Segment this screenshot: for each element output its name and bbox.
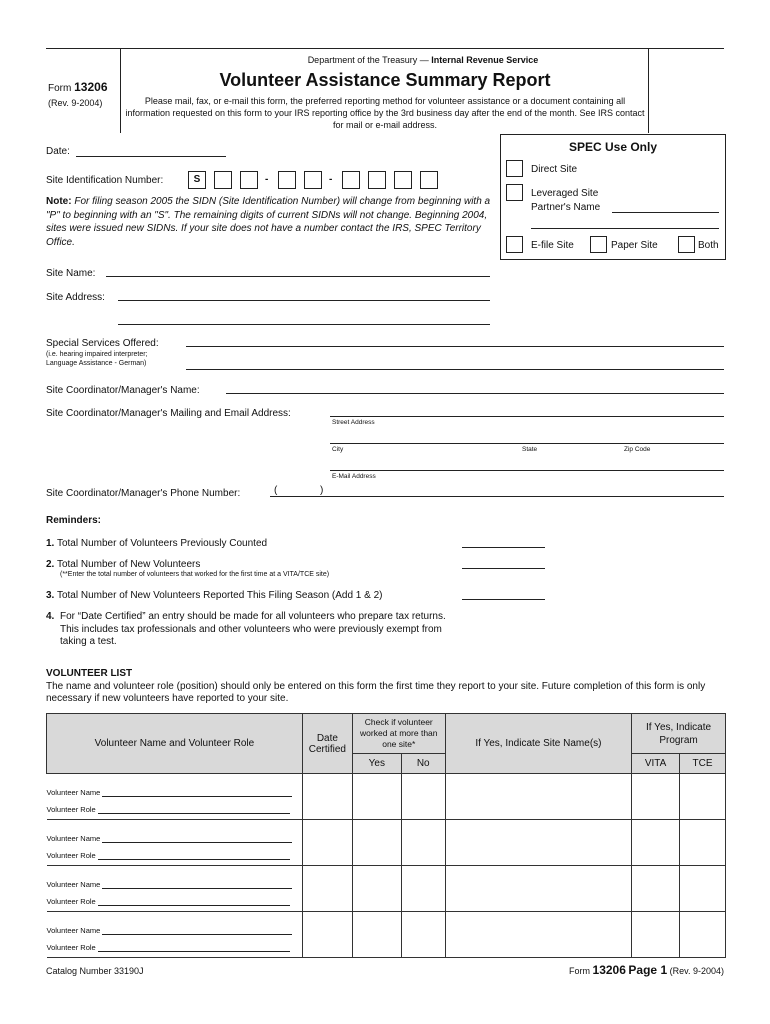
paper-site-label: Paper Site — [611, 240, 658, 251]
sidn-digit-3[interactable] — [278, 171, 296, 189]
site-address-field[interactable] — [118, 300, 490, 301]
col-tce: TCE — [680, 754, 726, 774]
street-address-field[interactable] — [330, 416, 724, 417]
sidn-dash-1: - — [265, 174, 269, 185]
date-certified-cell[interactable] — [302, 820, 352, 866]
city-caption: City — [332, 446, 344, 453]
reminder-3 — [46, 590, 383, 601]
sidn-digit-5[interactable] — [342, 171, 360, 189]
footer-revision: (Rev. 9-2004) — [669, 966, 724, 976]
both-checkbox[interactable] — [678, 236, 695, 253]
form-number: 13206 — [74, 80, 108, 94]
site-address-label: Site Address: — [46, 292, 105, 303]
volunteer-role-line[interactable]: Volunteer Role — [47, 843, 302, 860]
col-vita: VITA — [632, 754, 680, 774]
yes-cell[interactable] — [352, 866, 401, 912]
col-no: No — [401, 754, 445, 774]
form-revision: (Rev. 9-2004) — [48, 98, 103, 108]
partner-name-field[interactable] — [612, 212, 719, 213]
leveraged-site-label: Leveraged Site — [531, 188, 599, 199]
special-services-field-2[interactable] — [186, 369, 724, 370]
reminders-heading: Reminders: — [46, 515, 102, 526]
volunteer-name-role-cell — [47, 912, 303, 958]
special-services-hint-1: (i.e. hearing impaired interpreter; — [46, 351, 148, 358]
date-field[interactable] — [76, 156, 226, 157]
sidn-digit-4[interactable] — [304, 171, 322, 189]
phone-open-paren: ( — [274, 485, 278, 496]
sidn-digit-1[interactable] — [214, 171, 232, 189]
footer-form-id — [460, 963, 724, 977]
yes-cell[interactable] — [352, 820, 401, 866]
department: Department of the Treasury — — [307, 55, 432, 65]
reminder-2-text: Total Number of New Volunteers — [56, 559, 201, 570]
partner-name-field-2[interactable] — [531, 228, 719, 229]
volunteer-table — [46, 713, 726, 958]
sidn-label: Site Identification Number: — [46, 175, 164, 186]
reminder-2-num: 2. — [46, 559, 55, 570]
volunteer-name-role-cell — [47, 866, 303, 912]
volunteer-name-role-cell — [47, 820, 303, 866]
paper-site-checkbox[interactable] — [590, 236, 607, 253]
note-text: For filing season 2005 the SIDN (Site Identification Number) will change from beginning with a "P" to beginning with an "S". The remaining digits of current SIDNs will not change. Beginning 2004, sites were issued new SIDNs. If your site does not have a number contact the IRS, SPEC Territory Office. — [46, 196, 491, 248]
efile-site-label: E-file Site — [531, 240, 574, 251]
footer-page: Page 1 — [628, 963, 668, 977]
site-name-label: Site Name: — [46, 268, 96, 279]
reminder-1-field[interactable] — [462, 547, 545, 548]
reminder-2 — [46, 559, 200, 570]
volunteer-name-line[interactable]: Volunteer Name — [47, 918, 302, 935]
agency: Internal Revenue Service — [431, 55, 539, 65]
sidn-dash-2: - — [329, 174, 333, 185]
sidn-prefix-box: S — [188, 171, 206, 189]
col-indicate-program: If Yes, Indicate Program — [632, 714, 726, 754]
email-caption: E-Mail Address — [332, 473, 376, 480]
special-services-hint-2: Language Assistance - German) — [46, 360, 147, 367]
site-names-cell[interactable] — [445, 820, 631, 866]
both-label: Both — [698, 240, 719, 251]
coordinator-address-label: Site Coordinator/Manager's Mailing and Email Address: — [46, 408, 291, 419]
form-title: Volunteer Assistance Summary Report — [219, 70, 551, 90]
tce-cell[interactable] — [680, 820, 726, 866]
date-certified-cell[interactable] — [302, 774, 352, 820]
date-label: Date: — [46, 146, 70, 157]
col-name-role: Volunteer Name and Volunteer Role — [47, 714, 303, 774]
col-check-multi-site: Check if volunteer worked at more than one site* — [352, 714, 445, 754]
no-cell[interactable] — [401, 774, 445, 820]
volunteer-role-line[interactable]: Volunteer Role — [47, 889, 302, 906]
reminder-1-text: Total Number of Volunteers Previously Counted — [56, 538, 268, 549]
coordinator-name-field[interactable] — [226, 393, 724, 394]
vita-cell[interactable] — [632, 912, 680, 958]
sidn-digit-2[interactable] — [240, 171, 258, 189]
coordinator-phone-label: Site Coordinator/Manager's Phone Number: — [46, 488, 241, 499]
tce-cell[interactable] — [680, 866, 726, 912]
direct-site-checkbox[interactable] — [506, 160, 523, 177]
volunteer-name-line[interactable]: Volunteer Name — [47, 780, 302, 797]
yes-cell[interactable] — [352, 912, 401, 958]
footer-form-number: 13206 — [592, 963, 626, 977]
col-site-names: If Yes, Indicate Site Name(s) — [445, 714, 631, 774]
reminder-4 — [46, 611, 446, 649]
vita-cell[interactable] — [632, 820, 680, 866]
form-instructions: Please mail, fax, or e-mail this form, the preferred reporting method for volunteer assistance or a document containing all information requested on this form to your IRS reporting office by the 3rd business day after the end of the month. See IRS contact for mail or e-mail address. — [125, 96, 645, 130]
volunteer-list-description: The name and volunteer role (position) should only be entered on this form the first time they report to your site. Future completion of this form is only necessary if new volunteers have reported to your site. — [46, 681, 706, 704]
coordinator-phone-field[interactable] — [270, 496, 724, 497]
col-yes: Yes — [352, 754, 401, 774]
site-names-cell[interactable] — [445, 866, 631, 912]
footer-form-prefix: Form — [569, 966, 591, 976]
street-address-caption: Street Address — [332, 419, 375, 426]
efile-site-checkbox[interactable] — [506, 236, 523, 253]
reminder-1-num: 1. — [46, 538, 55, 549]
note-label: Note: — [46, 196, 72, 207]
department-line — [122, 55, 724, 65]
site-name-field[interactable] — [106, 276, 490, 277]
spec-title: SPEC Use Only — [568, 140, 658, 154]
reminder-3-field[interactable] — [462, 599, 545, 600]
reminder-2-field[interactable] — [462, 568, 545, 569]
no-cell[interactable] — [401, 912, 445, 958]
reminder-2-sub: (**Enter the total number of volunteers that worked for the first time at a VITA/TCE site) — [60, 571, 330, 578]
volunteer-name-role-cell — [47, 774, 303, 820]
reminder-4-text: For “Date Certified” an entry should be made for all volunteers who prepare tax returns. This includes tax professionals and other volunteers who were previously exempt from taking a test. — [60, 611, 446, 647]
volunteer-role-line[interactable]: Volunteer Role — [47, 797, 302, 814]
table-row — [47, 866, 726, 912]
city-state-zip-field[interactable] — [330, 443, 724, 444]
reminder-3-num: 3. — [46, 590, 55, 601]
reminder-1 — [46, 538, 267, 549]
tce-cell[interactable] — [680, 912, 726, 958]
vita-cell[interactable] — [632, 774, 680, 820]
sidn-note — [46, 195, 496, 249]
direct-site-label: Direct Site — [531, 164, 578, 175]
site-names-cell[interactable] — [445, 912, 631, 958]
form-number-label — [48, 80, 108, 94]
state-caption: State — [522, 446, 538, 453]
volunteer-name-line[interactable]: Volunteer Name — [47, 872, 302, 889]
volunteer-role-line[interactable]: Volunteer Role — [47, 935, 302, 952]
phone-close-paren: ) — [320, 485, 324, 496]
tce-cell[interactable] — [680, 774, 726, 820]
table-row — [47, 912, 726, 958]
reminder-4-num: 4. — [46, 611, 55, 622]
site-address-field-2[interactable] — [118, 324, 490, 325]
site-names-cell[interactable] — [445, 774, 631, 820]
table-row — [47, 774, 726, 820]
zip-caption: Zip Code — [624, 446, 651, 453]
leveraged-site-checkbox[interactable] — [506, 184, 523, 201]
no-cell[interactable] — [401, 866, 445, 912]
special-services-field[interactable] — [186, 346, 724, 347]
catalog-number: Catalog Number 33190J — [46, 966, 144, 976]
partner-name-label: Partner's Name — [531, 202, 601, 213]
volunteer-list-heading: VOLUNTEER LIST — [46, 668, 133, 679]
date-certified-cell[interactable] — [302, 866, 352, 912]
sidn-digit-7[interactable] — [394, 171, 412, 189]
form-prefix: Form — [48, 83, 72, 94]
no-cell[interactable] — [401, 820, 445, 866]
date-certified-cell[interactable] — [302, 912, 352, 958]
vita-cell[interactable] — [632, 866, 680, 912]
col-date-certified: Date Certified — [302, 714, 352, 774]
yes-cell[interactable] — [352, 774, 401, 820]
table-row — [47, 820, 726, 866]
email-field[interactable] — [330, 470, 724, 471]
sidn-digit-6[interactable] — [368, 171, 386, 189]
sidn-digit-8[interactable] — [420, 171, 438, 189]
special-services-label: Special Services Offered: — [46, 338, 159, 349]
coordinator-name-label: Site Coordinator/Manager's Name: — [46, 385, 200, 396]
reminder-3-text: Total Number of New Volunteers Reported This Filing Season (Add 1 & 2) — [56, 590, 383, 601]
volunteer-name-line[interactable]: Volunteer Name — [47, 826, 302, 843]
